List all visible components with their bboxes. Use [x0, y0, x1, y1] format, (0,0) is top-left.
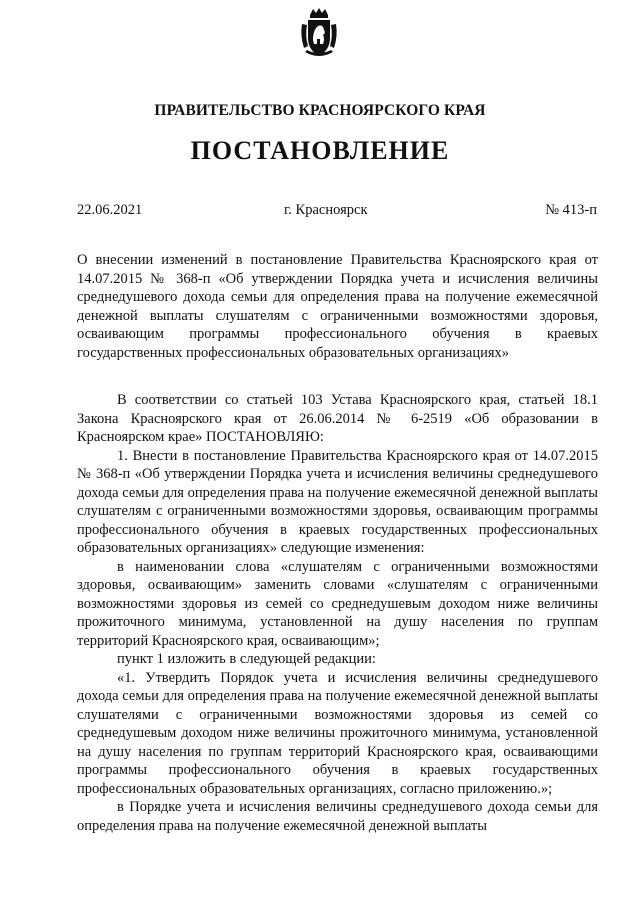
- body-paragraph: В соответствии со статьей 103 Устава Красноярского края, статьей 18.1 Закона Красноярского края от 26.06.2014 № 6-2519 «Об образовании в Красноярском крае» ПОСТАНОВЛЯЮ:: [77, 392, 598, 445]
- coat-of-arms-emblem: [296, 6, 342, 60]
- document-number: № 413-п: [545, 202, 597, 218]
- organization-heading: ПРАВИТЕЛЬСТВО КРАСНОЯРСКОГО КРАЯ: [154, 102, 486, 119]
- document-body: [77, 391, 598, 835]
- body-paragraph: «1. Утвердить Порядок учета и исчисления величины среднедушевого дохода семьи для определения права на получение ежемесячной денежной выплаты слушателями с ограниченными возможностями здоровья из семей со среднедушевым доходом ниже величины прожиточного минимума, установленной на душу населения по группам территорий Красноярского края, осваивающими программы профессионального обучения в краевых государственных профессиональных образовательных организациях, согласно приложению.»;: [77, 669, 598, 797]
- document-type-heading: ПОСТАНОВЛЕНИЕ: [190, 136, 450, 165]
- document-meta-row: [77, 202, 597, 222]
- document-date: 22.06.2021: [77, 202, 143, 218]
- document-city: г. Красноярск: [284, 202, 368, 218]
- body-paragraph: в Порядке учета и исчисления величины среднедушевого дохода семьи для определения права на получение ежемесячной денежной выплаты: [77, 799, 598, 834]
- body-paragraph: 1. Внести в постановление Правительства Красноярского края от 14.07.2015 № 368-п «Об утверждении Порядка учета и исчисления величины среднедушевого дохода семьи для определения права на получение ежемесячной денежной выплаты слушателям с ограниченными возможностями здоровья, осваивающим программы профессионального обучения в краевых государственных профессиональных образовательных организациях» следующие изменения:: [77, 447, 598, 556]
- document-title: О внесении изменений в постановление Правительства Красноярского края от 14.07.2015 № 368-п «Об утверждении Порядка учета и исчисления величины среднедушевого дохода семьи для определения права на получение ежемесячной денежной выплаты слушателям с ограниченными возможностями здоровья, осваивающим программы профессионального обучения в краевых государственных профессиональных образовательных организациях»: [77, 252, 598, 361]
- body-paragraph: в наименовании слова «слушателям с ограниченными возможностями здоровья, осваивающим» заменить словами «слушателям с ограниченными возможностями здоровья из семей со среднедушевым доходом ниже величины прожиточного минимума, установленной на душу населения по группам территорий Красноярского края, осваивающим»;: [77, 558, 598, 649]
- body-paragraph: пункт 1 изложить в следующей редакции:: [117, 651, 376, 667]
